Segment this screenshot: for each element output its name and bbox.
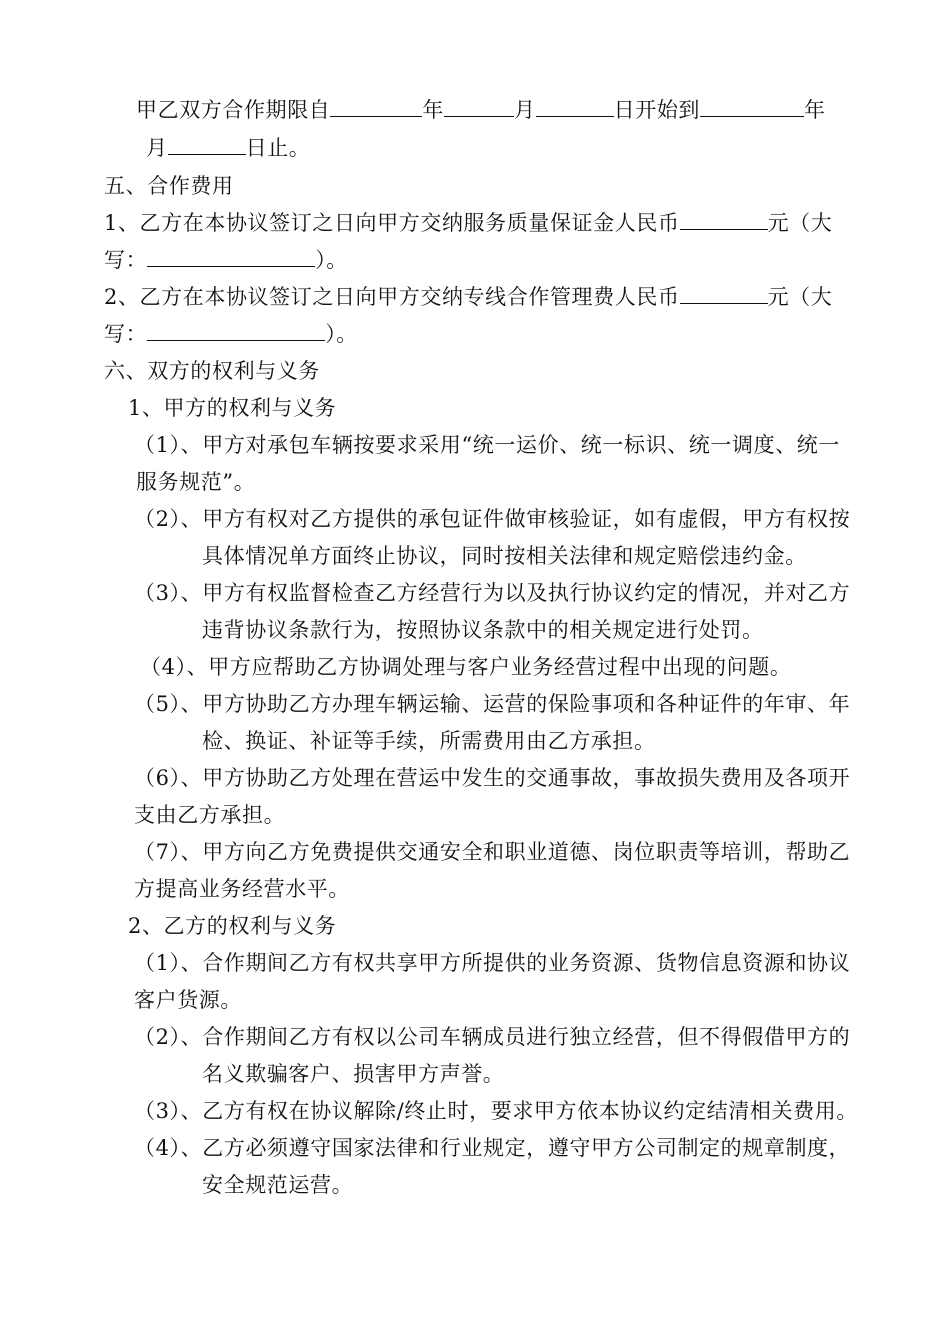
sec5-item-2-text: 2、乙方在本协议签订之日向甲方交纳专线合作管理费人民币 [104, 285, 680, 309]
sec5-item-1-unit: 元（大 [767, 211, 833, 235]
deposit-capital-blank [147, 248, 315, 267]
party-a-item-3-line-2: 违背协议条款行为，按照协议条款中的相关规定进行处罚。 [202, 618, 764, 642]
party-a-item-1-line-2: 服务规范”。 [136, 470, 256, 494]
sec5-item-1-line-1 [104, 209, 832, 237]
party-a-item-4: （4）、甲方应帮助乙方协调处理与客户业务经营过程中出现的问题。 [140, 655, 792, 679]
end-year-blank [700, 98, 804, 117]
party-b-item-2-line-2: 名义欺骗客户、损害甲方声誉。 [202, 1062, 505, 1086]
term-line-2 [146, 134, 310, 162]
party-b-item-1-line-1: （1）、合作期间乙方有权共享甲方所提供的业务资源、货物信息资源和协议 [134, 951, 851, 975]
party-b-item-4-line-1: （4）、乙方必须遵守国家法律和行业规定，遵守甲方公司制定的规章制度， [134, 1136, 851, 1160]
sec5-item-2-line-2 [104, 320, 358, 348]
party-a-item-7-line-1: （7）、甲方向乙方免费提供交通安全和职业道德、岗位职责等培训，帮助乙 [134, 840, 851, 864]
party-a-item-6-line-2: 支由乙方承担。 [134, 803, 286, 827]
deposit-amount-blank [680, 211, 768, 230]
term-month-label: 月 [514, 98, 536, 122]
start-month-blank [444, 98, 514, 117]
sec5-item-2-close: ）。 [325, 322, 358, 346]
party-b-item-4-line-2: 安全规范运营。 [202, 1173, 354, 1197]
term-year-label: 年 [422, 98, 445, 122]
party-b-title: 2、乙方的权利与义务 [128, 914, 337, 938]
party-a-item-5-line-2: 检、换证、补证等手续，所需费用由乙方承担。 [202, 729, 656, 753]
fee-amount-blank [680, 285, 768, 304]
sec5-item-1-capital-label: 写： [104, 248, 148, 272]
party-a-item-1-line-1: （1）、甲方对承包车辆按要求采用“统一运价、统一标识、统一调度、统一 [134, 433, 840, 457]
sec5-item-1-text: 1、乙方在本协议签订之日向甲方交纳服务质量保证金人民币 [104, 211, 680, 235]
party-b-item-1-line-2: 客户货源。 [134, 988, 242, 1012]
term-end-month-label: 月 [146, 136, 168, 160]
party-a-item-7-line-2: 方提高业务经营水平。 [134, 877, 350, 901]
term-line-1 [136, 96, 826, 124]
party-b-item-3: （3）、乙方有权在协议解除/终止时，要求甲方依本协议约定结清相关费用。 [134, 1099, 858, 1123]
section-6-title: 六、双方的权利与义务 [104, 359, 320, 383]
party-b-item-2-line-1: （2）、合作期间乙方有权以公司车辆成员进行独立经营，但不得假借甲方的 [134, 1025, 851, 1049]
sec5-item-1-close: ）。 [315, 248, 348, 272]
party-a-item-5-line-1: （5）、甲方协助乙方办理车辆运输、运营的保险事项和各种证件的年审、年 [134, 692, 851, 716]
term-end-text: 日止。 [245, 136, 311, 160]
start-day-blank [536, 98, 614, 117]
party-a-item-2-line-1: （2）、甲方有权对乙方提供的承包证件做审核验证，如有虚假，甲方有权按 [134, 507, 851, 531]
party-a-item-6-line-1: （6）、甲方协助乙方处理在营运中发生的交通事故，事故损失费用及各项开 [134, 766, 851, 790]
party-a-item-3-line-1: （3）、甲方有权监督检查乙方经营行为以及执行协议约定的情况，并对乙方 [134, 581, 851, 605]
term-text-to: 日开始到 [613, 98, 701, 122]
term-end-year-label: 年 [804, 98, 826, 122]
sec5-item-1-line-2 [104, 246, 348, 274]
start-year-blank [330, 98, 422, 117]
section-5-title: 五、合作费用 [104, 174, 234, 198]
sec5-item-2-capital-label: 写： [104, 322, 148, 346]
party-a-item-2-line-2: 具体情况单方面终止协议，同时按相关法律和规定赔偿违约金。 [202, 544, 807, 568]
term-text-from: 甲乙双方合作期限自 [136, 98, 331, 122]
fee-capital-blank [147, 322, 325, 341]
party-a-title: 1、甲方的权利与义务 [128, 396, 337, 420]
sec5-item-2-unit: 元（大 [767, 285, 833, 309]
sec5-item-2-line-1 [104, 283, 832, 311]
end-day-blank [168, 136, 246, 155]
